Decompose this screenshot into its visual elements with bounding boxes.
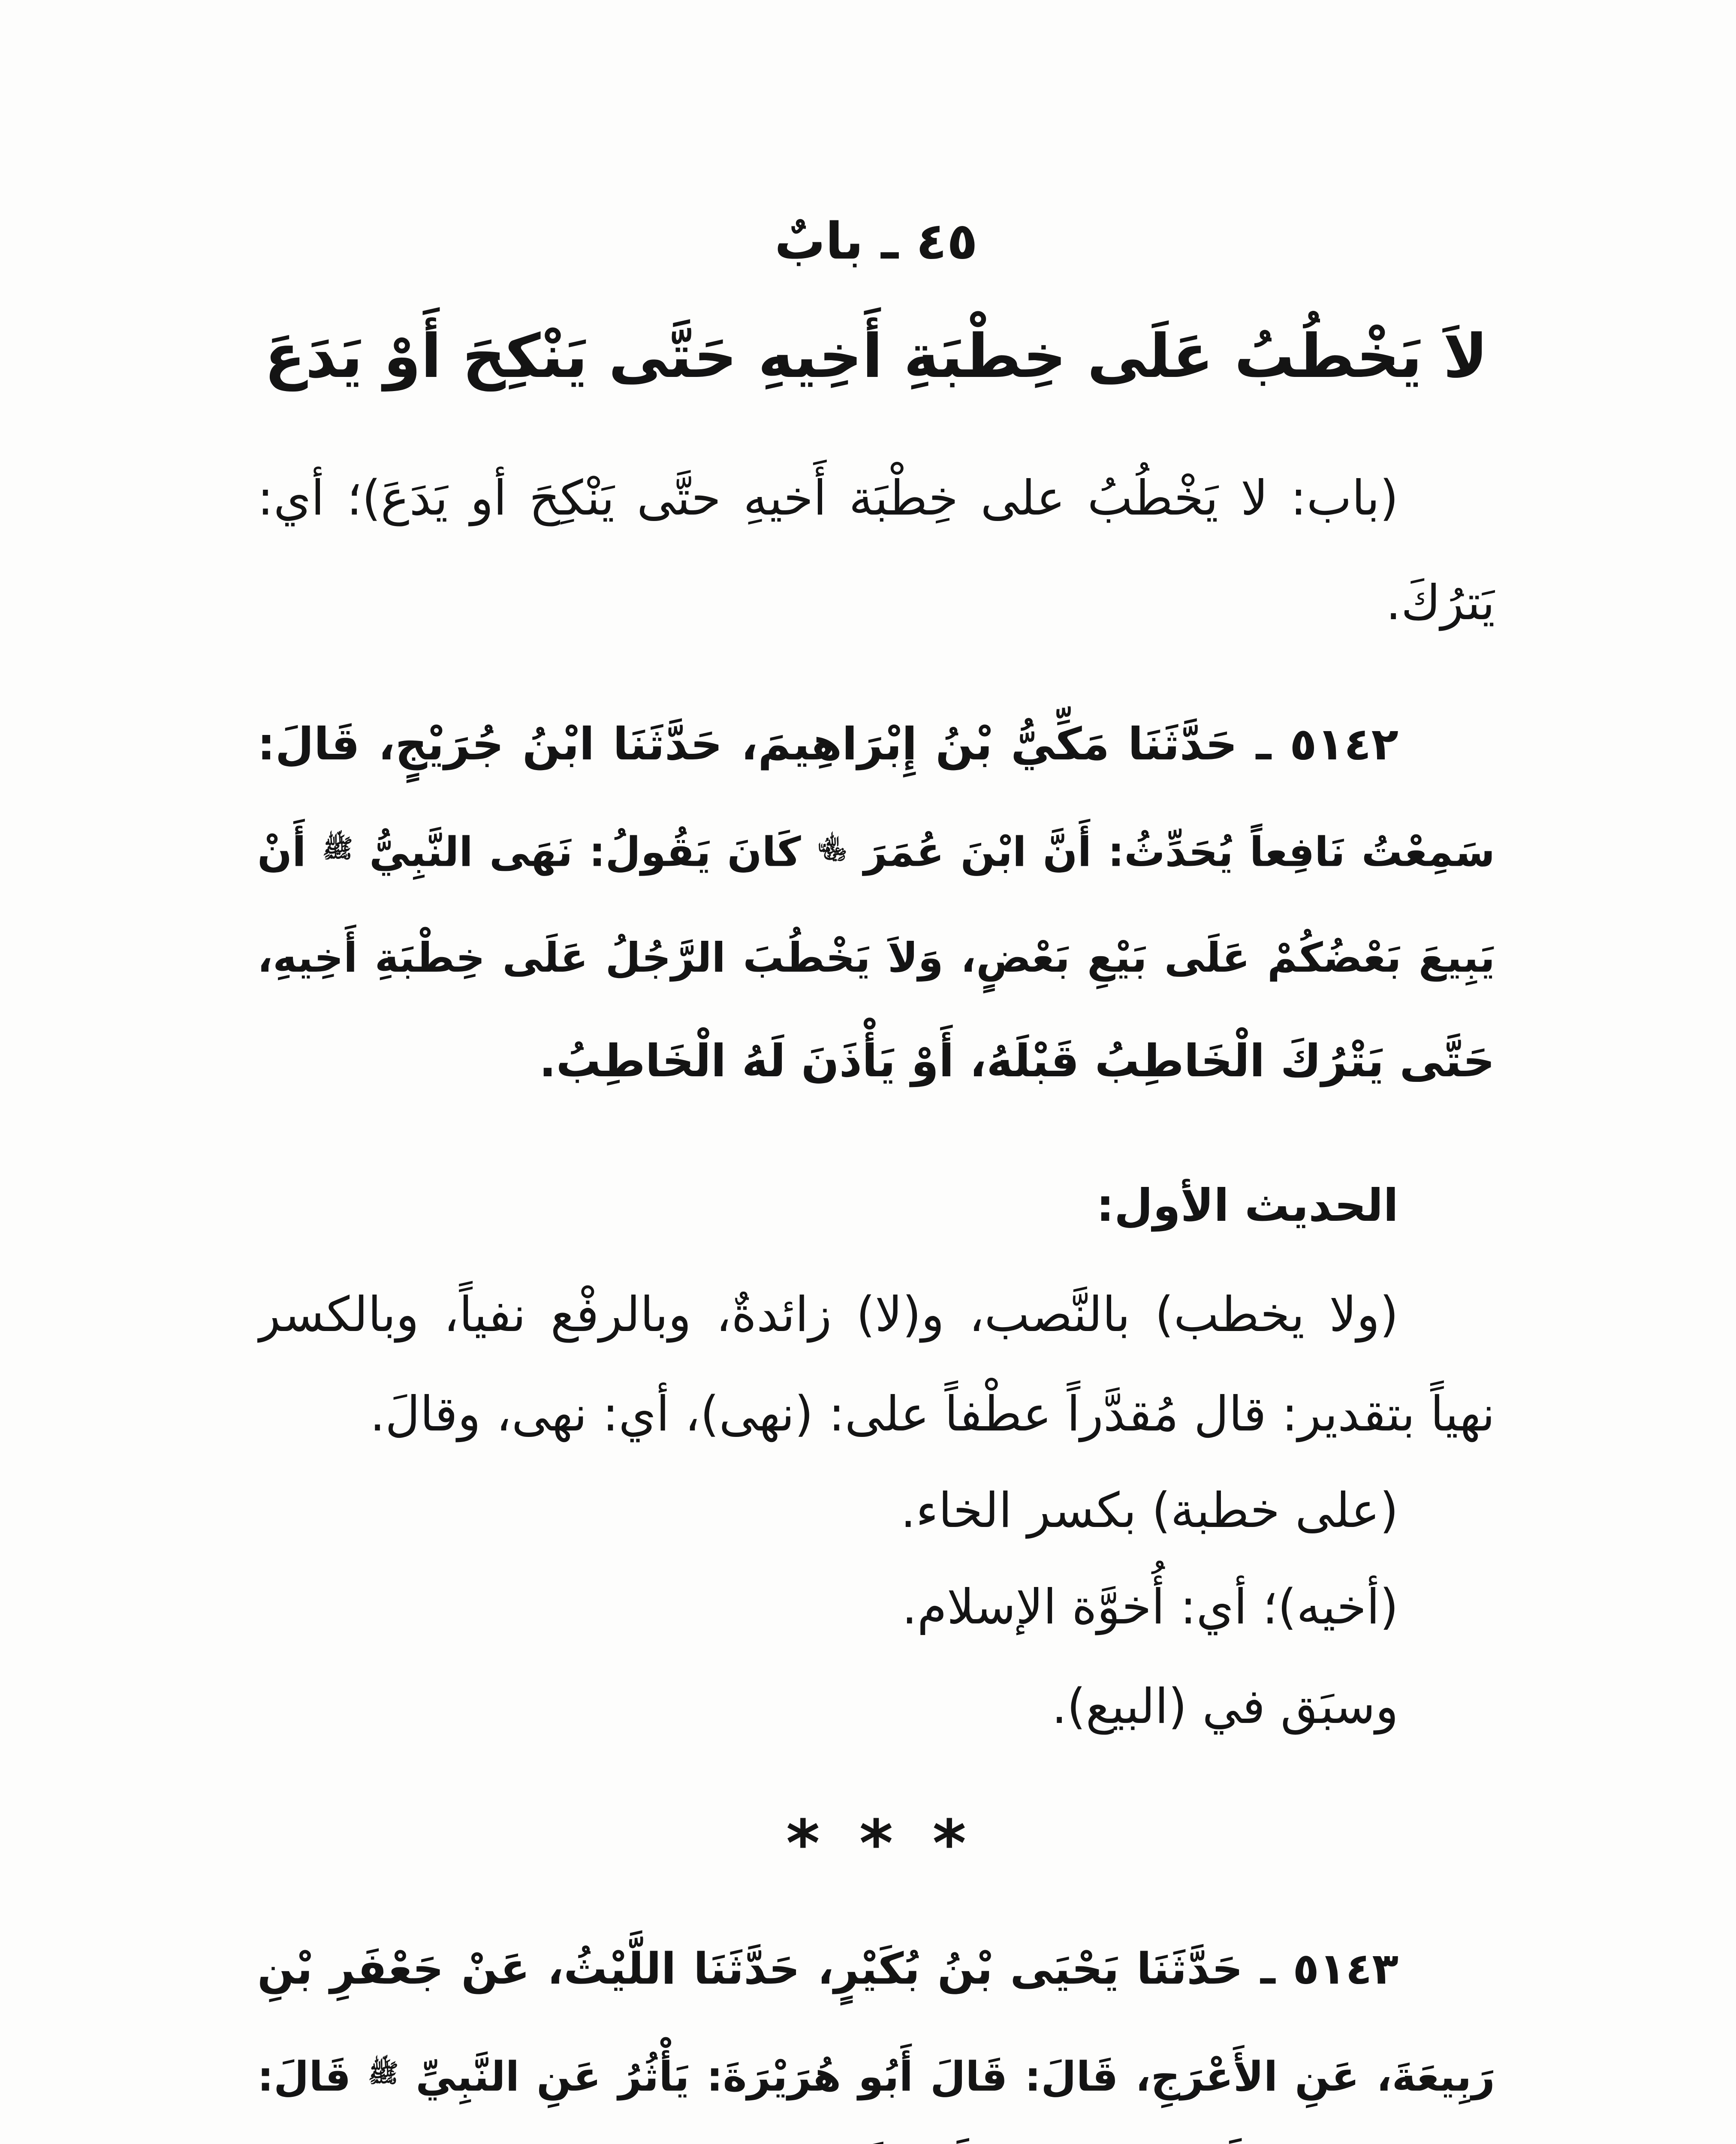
hadith-5143-line-1: ٥١٤٣ ـ حَدَّثَنَا يَحْيَى بْنُ بُكَيْرٍ، حَدَّثَنَا اللَّيْثُ، عَنْ جَعْفَرِ بْنِ <box>257 1943 1398 1994</box>
commentary-line-1: (ولا يخطب) بالنَّصب، و(لا) زائدةٌ، وبالرفْع نفياً، وبالكسر <box>257 1287 1398 1343</box>
chapter-title: لاَ يَخْطُبُ عَلَى خِطْبَةِ أَخِيهِ حَتَّى يَنْكِحَ أَوْ يَدَعَ <box>264 322 1488 391</box>
intro-line-1: (باب: لا يَخْطُبُ على خِطْبَة أَخيهِ حتَّى يَنْكِحَ أو يَدَعَ)؛ أي: <box>257 470 1398 526</box>
honorific-symbol: ﷺ <box>322 834 353 863</box>
section-separator: * * * <box>786 1807 966 1881</box>
hadith-5142-line-1: ٥١٤٢ ـ حَدَّثَنَا مَكِّيُّ بْنُ إِبْرَاهِيمَ، حَدَّثَنَا ابْنُ جُرَيْجٍ، قَالَ: <box>257 718 1398 770</box>
hadith-5143-line-3 <box>257 2131 1495 2144</box>
commentary-line-2: نهياً بتقدير: قال مُقدَّراً عطْفاً على: (نهى)، أي: نهى، وقالَ. <box>370 1386 1495 1442</box>
hadith-5142-line-3: يَبِيعَ بَعْضُكُمْ عَلَى بَيْعِ بَعْضٍ، وَلاَ يَخْطُبَ الرَّجُلُ عَلَى خِطْبَةِ أَخِيهِ، <box>257 934 1495 982</box>
commentary-line-5: وسبَق في (البيع). <box>1052 1679 1398 1734</box>
honorific-symbol: ﵄ <box>817 834 847 863</box>
honorific-symbol: ﷺ <box>368 2058 399 2088</box>
intro-line-2: يَترُكَ. <box>1386 575 1495 631</box>
hadith-5142-line-2: سَمِعْتُ نَافِعاً يُحَدِّثُ: أَنَّ ابْنَ عُمَرَ ﵄ كَانَ يَقُولُ: نَهَى النَّبِيُّ $^ﷺ$ أَنْ <box>257 828 1495 876</box>
hadith-5142-line-4: حَتَّى يَتْرُكَ الْخَاطِبُ قَبْلَهُ، أَوْ يَأْذَنَ لَهُ الْخَاطِبُ. <box>539 1035 1495 1087</box>
commentary-heading: الحديث الأول: <box>1096 1179 1398 1232</box>
hadith-5143-line-2: رَبِيعَةَ، عَنِ الأَعْرَجِ، قَالَ: قَالَ أَبُو هُرَيْرَةَ: يَأْثُرُ عَنِ النَّبِيِّ $^ﷺ$ قَالَ: <box>257 2053 1495 2101</box>
commentary-line-3: (على خطبة) بكسر الخاء. <box>900 1483 1398 1539</box>
commentary-line-4: (أخيه)؛ أي: أُخوَّة الإسلام. <box>901 1579 1398 1635</box>
chapter-number: ٤٥ ـ بابٌ <box>775 211 978 271</box>
